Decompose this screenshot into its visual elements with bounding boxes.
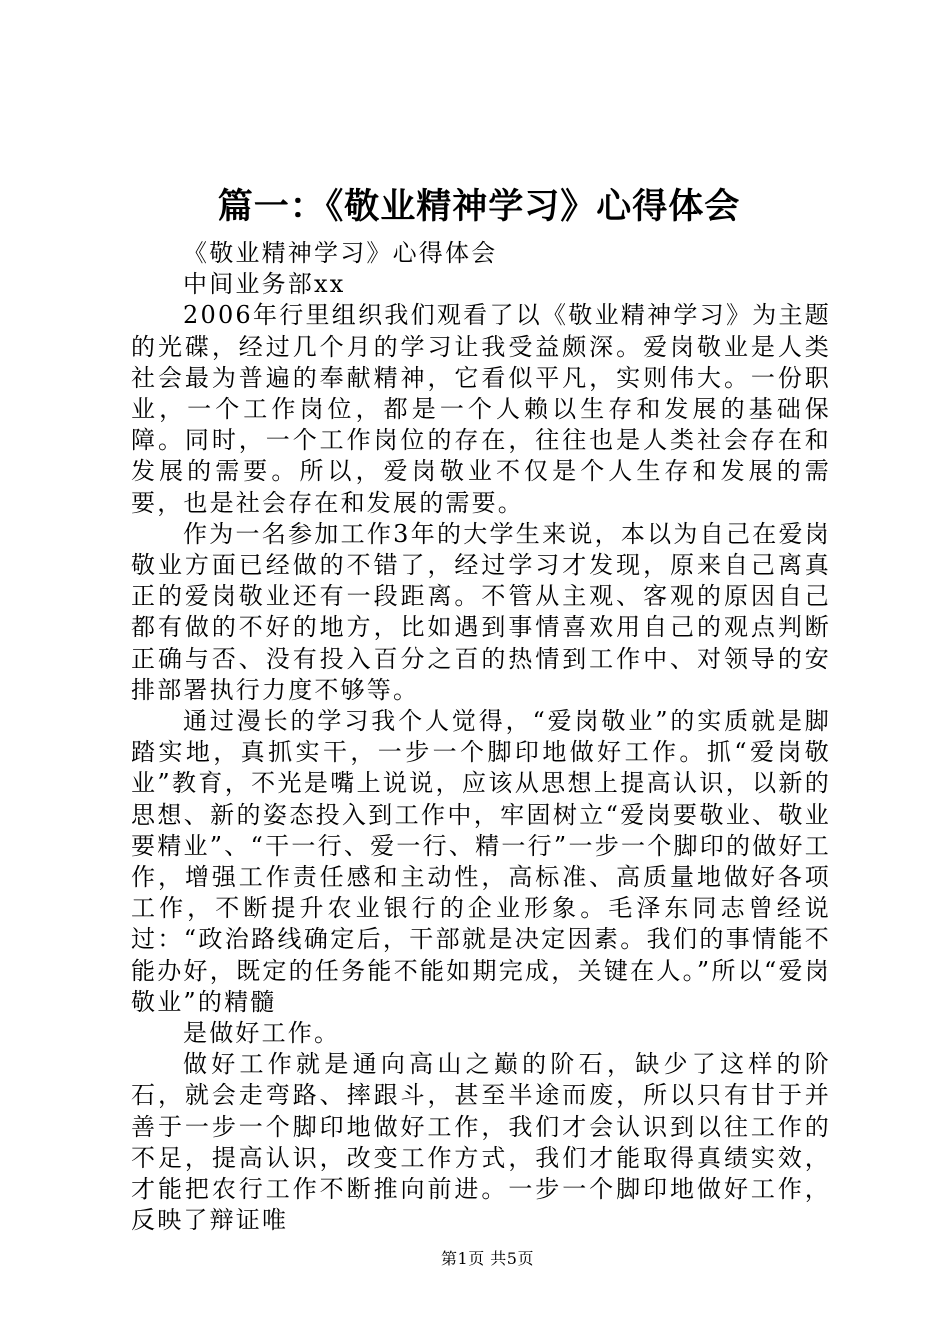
page-number-footer: 第1页 共5页 — [441, 1249, 534, 1268]
paragraph-1: 2006年行里组织我们观看了以《敬业精神学习》为主题的光碟，经过几个月的学习让我受益颇深。爱岗敬业是人类社会最为普遍的奉献精神，它看似平凡，实则伟大。一份职业，一个工作岗位，都是一个人赖以生存和发展的基础保障。同时，一个工作岗位的存在，往往也是人类社会存在和发展的需要。所以，爱岗敬业不仅是个人生存和发展的需要，也是社会存在和发展的需要。 — [131, 301, 831, 517]
document-subtitle: 《敬业精神学习》心得体会 — [183, 239, 498, 267]
paragraph-5: 做好工作就是通向高山之巅的阶石，缺少了这样的阶石，就会走弯路、摔跟斗，甚至半途而废，所以只有甘于并善于一步一个脚印地做好工作，我们才会认识到以往工作的不足，提高认识，改变工作方式，我们才能取得真绩实效，才能把农行工作不断推向前进。一步一个脚印地做好工作，反映了辩证唯 — [131, 1050, 831, 1235]
paragraph-2: 作为一名参加工作3年的大学生来说，本以为自己在爱岗敬业方面已经做的不错了，经过学习才发现，原来自己离真正的爱岗敬业还有一段距离。不管从主观、客观的原因自己都有做的不好的地方，比如遇到事情喜欢用自己的观点判断正确与否、没有投入百分之百的热情到工作中、对领导的安排部署执行力度不够等。 — [131, 519, 831, 704]
document-title: 篇一：《敬业精神学习》心得体会 — [217, 187, 741, 227]
document-body — [131, 238, 831, 1237]
department-line: 中间业务部xx — [183, 270, 346, 299]
paragraph-3: 通过漫长的学习我个人觉得，“爱岗敬业”的实质就是脚踏实地，真抓实干，一步一个脚印地做好工作。抓“爱岗敬业”教育，不光是嘴上说说，应该从思想上提高认识，以新的思想、新的姿态投入到工作中，牢固树立“爱岗要敬业、敬业要精业”、“干一行、爱一行、精一行”一步一个脚印的做好工作，增强工作责任感和主动性，高标准、高质量地做好各项工作，不断提升农业银行的企业形象。毛泽东同志曾经说过：“政治路线确定后，干部就是决定因素。我们的事情能不能办好，既定的任务能不能如期完成，关键在人。”所以“爱岗敬业”的精髓 — [131, 707, 831, 1016]
paragraph-4: 是做好工作。 — [183, 1019, 341, 1048]
